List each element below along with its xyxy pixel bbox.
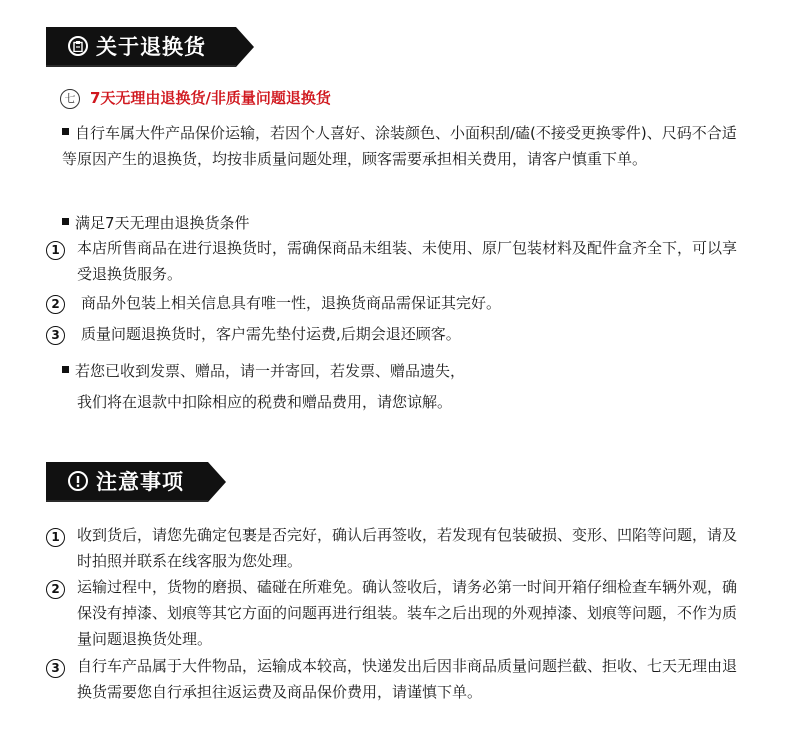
number-badge: 1 <box>46 528 65 547</box>
clipboard-icon <box>68 36 88 56</box>
number-badge: 1 <box>46 241 65 260</box>
bullet-icon <box>62 218 69 225</box>
number-badge: 2 <box>46 295 65 314</box>
notes-item: 运输过程中，货物的磨损、磕碰在所难免。确认签收后，请务必第一时间开箱仔细检查车辆外观，确保没有掉漆、划痕等其它方面的问题再进行组装。装车之后出现的外观掉漆、划痕等问题，不作为质量问题退换货处理。 <box>77 578 738 648</box>
returns-paragraph <box>62 120 742 172</box>
conditions-title <box>62 210 250 236</box>
number-badge: 3 <box>46 659 65 678</box>
section-header-notes <box>46 462 208 502</box>
number-badge: 3 <box>46 326 65 345</box>
invoice-note-line1 <box>62 358 465 384</box>
bullet-icon <box>62 366 69 373</box>
conditions-title-text: 满足7天无理由退换货条件 <box>75 214 250 232</box>
notes-item: 自行车产品属于大件物品，运输成本较高，快递发出后因非商品质量问题拦截、拒收、七天无理由退换货需要您自行承担往返运费及商品保价费用，请谨慎下单。 <box>77 657 738 701</box>
seven-marker-icon: 七 <box>60 89 80 109</box>
section-title: 关于退换货 <box>96 35 206 59</box>
section-title: 注意事项 <box>96 470 184 494</box>
invoice-note-line2: 我们将在退款中扣除相应的税费和赠品费用，请您谅解。 <box>77 393 453 411</box>
condition-item: 商品外包装上相关信息具有唯一性，退换货商品需保证其完好。 <box>81 294 502 312</box>
returns-subtitle: 7天无理由退换货/非质量问题退换货 <box>90 89 331 107</box>
condition-item: 质量问题退换货时，客户需先垫付运费,后期会退还顾客。 <box>81 325 461 343</box>
section-header-returns <box>46 27 236 67</box>
notes-item: 收到货后，请您先确定包裹是否完好，确认后再签收，若发现有包装破损、变形、凹陷等问题，请及时拍照并联系在线客服为您处理。 <box>77 526 738 570</box>
condition-item: 本店所售商品在进行退换货时，需确保商品未组装、未使用、原厂包装材料及配件盒齐全下，可以享受退换货服务。 <box>77 239 738 283</box>
invoice-note-text: 若您已收到发票、赠品，请一并寄回，若发票、赠品遗失， <box>75 362 466 380</box>
returns-paragraph-text: 自行车属大件产品保价运输，若因个人喜好、涂装颜色、小面积刮/磕(不接受更换零件)、尺码不合适等原因产生的退换货，均按非质量问题处理，顾客需要承担相关费用，请客户慎重下单。 <box>62 124 737 168</box>
exclamation-icon <box>68 471 88 491</box>
bullet-icon <box>62 128 69 135</box>
number-badge: 2 <box>46 580 65 599</box>
